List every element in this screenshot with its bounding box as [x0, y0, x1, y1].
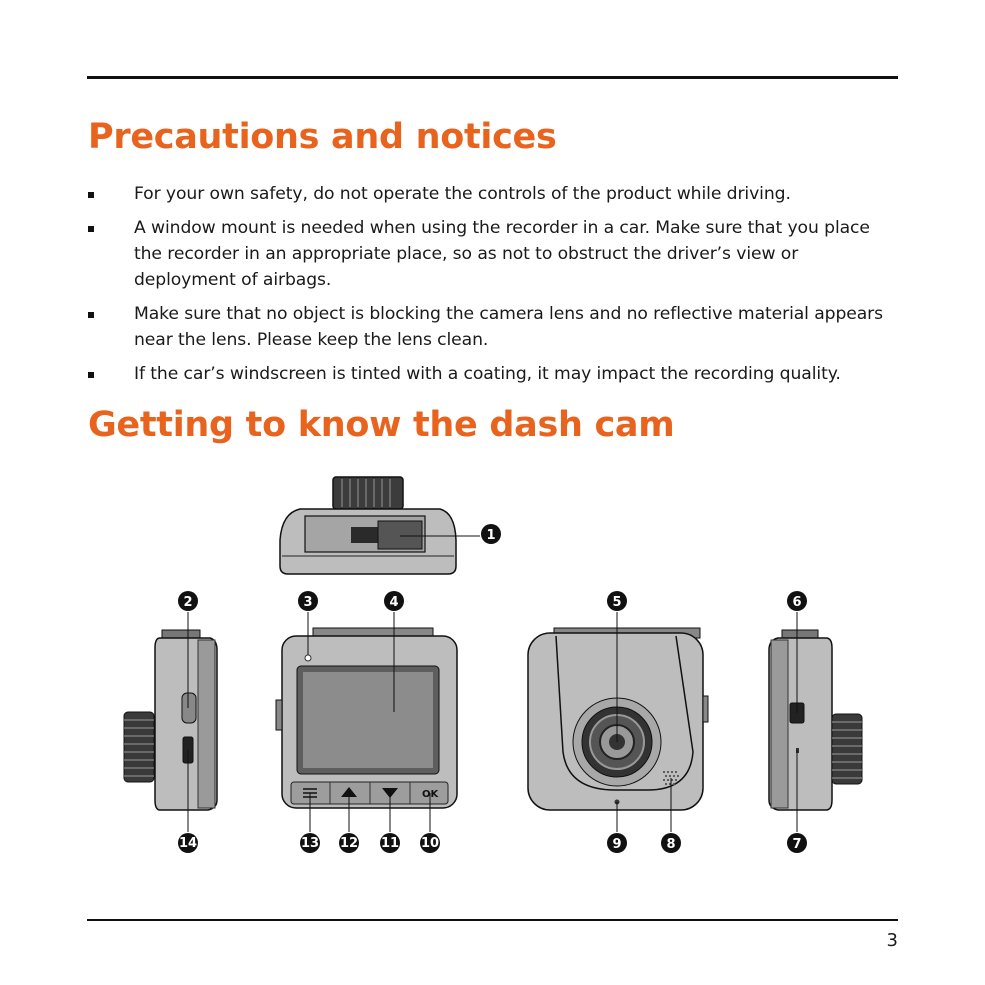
bullet-icon	[88, 226, 94, 232]
svg-text:10: 10	[420, 836, 440, 851]
svg-text:2: 2	[183, 595, 193, 610]
svg-text:3: 3	[303, 595, 313, 610]
dash-cam-rear-view	[528, 628, 708, 810]
dash-cam-front-view	[276, 628, 457, 808]
list-item-text: A window mount is needed when using the recorder in a car. Make sure that you place the recorder in an appropriate place, so as not to obstruct the driver’s view or deployment of airbags.	[134, 218, 870, 290]
svg-text:14: 14	[178, 836, 198, 851]
svg-text:6: 6	[792, 595, 802, 610]
svg-text:11: 11	[380, 836, 400, 851]
section-heading-dashcam: Getting to know the dash cam	[88, 405, 675, 445]
svg-text:13: 13	[300, 836, 320, 851]
list-item	[88, 361, 888, 387]
list-item	[88, 215, 888, 293]
list-item-text: Make sure that no object is blocking the camera lens and no reflective material appears near the lens. Please keep the lens clean.	[134, 304, 884, 350]
callout-3	[298, 591, 318, 611]
dash-cam-right-side-view	[769, 630, 862, 810]
bullet-icon	[88, 372, 94, 378]
callout-1	[481, 524, 501, 544]
svg-text:12: 12	[339, 836, 359, 851]
top-rule	[87, 76, 898, 79]
svg-text:5: 5	[612, 595, 622, 610]
callout-8	[661, 833, 681, 853]
page-number: 3	[886, 930, 898, 951]
callout-12	[339, 833, 359, 853]
svg-text:9: 9	[612, 837, 622, 852]
svg-text:1: 1	[486, 528, 496, 543]
callout-14	[178, 833, 198, 853]
callout-13	[300, 833, 320, 853]
callout-2	[178, 591, 198, 611]
dash-cam-top-view	[280, 477, 456, 574]
svg-text:7: 7	[792, 837, 802, 852]
callout-leaders	[188, 536, 797, 832]
list-item	[88, 181, 888, 207]
precautions-list	[88, 181, 888, 395]
callout-7	[787, 833, 807, 853]
dash-cam-diagram	[0, 460, 985, 860]
list-item	[88, 301, 888, 353]
section-heading-precautions: Precautions and notices	[88, 117, 557, 157]
callout-4	[384, 591, 404, 611]
bottom-rule	[87, 919, 898, 921]
dash-cam-left-side-view	[124, 630, 217, 810]
bullet-icon	[88, 312, 94, 318]
svg-text:8: 8	[666, 837, 676, 852]
ok-button-label: OK	[422, 789, 439, 800]
list-item-text: If the car’s windscreen is tinted with a coating, it may impact the recording quality.	[134, 364, 841, 384]
svg-text:4: 4	[389, 595, 399, 610]
list-item-text: For your own safety, do not operate the controls of the product while driving.	[134, 184, 791, 204]
callout-10	[420, 833, 440, 853]
callout-5	[607, 591, 627, 611]
callout-11	[380, 833, 400, 853]
bullet-icon	[88, 192, 94, 198]
callout-6	[787, 591, 807, 611]
callout-9	[607, 833, 627, 853]
